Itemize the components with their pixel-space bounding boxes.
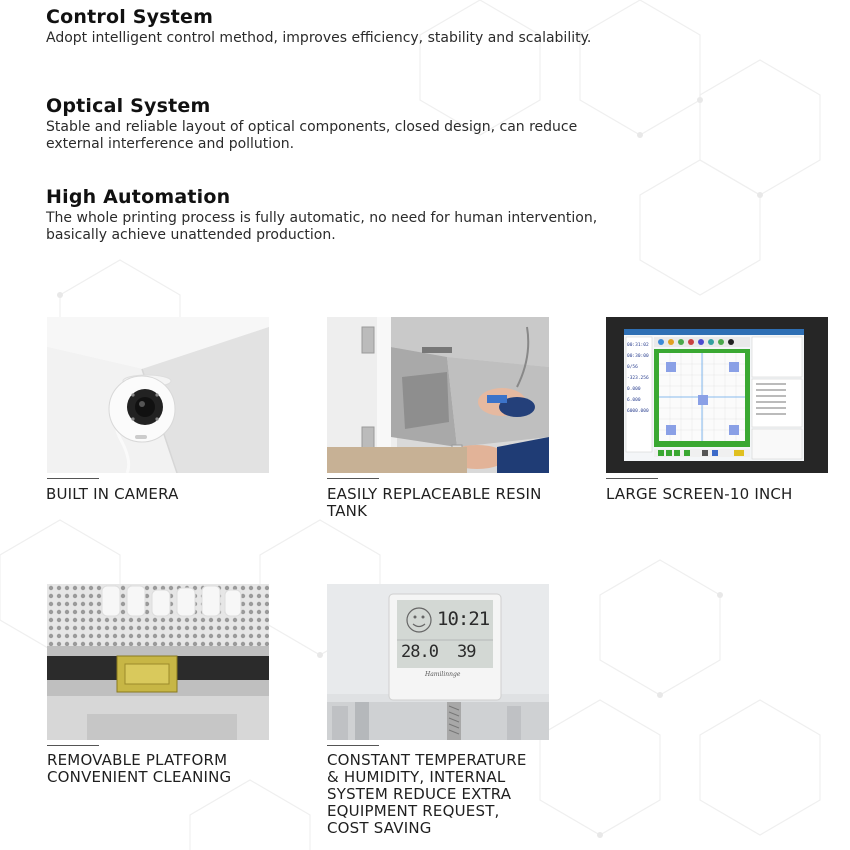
caption-divider bbox=[47, 478, 99, 479]
section-body: Stable and reliable layout of optical components, closed design, can reduce external interference and pollution. bbox=[46, 119, 578, 152]
screen-readout: -323.256 bbox=[627, 376, 649, 381]
section-title: High Automation bbox=[46, 186, 231, 208]
caption-divider bbox=[327, 478, 379, 479]
section-body: The whole printing process is fully automatic, no need for human intervention, basically achieve unattended production. bbox=[46, 210, 598, 243]
screen-readout: 00:31:02 bbox=[627, 343, 649, 348]
feature-caption: REMOVABLE PLATFORM CONVENIENT CLEANING bbox=[47, 751, 232, 786]
resin-tank-photo bbox=[327, 317, 549, 473]
camera-photo bbox=[47, 317, 269, 473]
hygrometer-temperature: 28.0 bbox=[401, 642, 438, 662]
section-title: Optical System bbox=[46, 95, 211, 117]
thermo-hygrometer-photo bbox=[327, 584, 549, 740]
section-body: Adopt intelligent control method, improves efficiency, stability and scalability. bbox=[46, 30, 592, 46]
section-high-automation bbox=[46, 186, 686, 244]
screen-readout: 0.000 bbox=[627, 387, 641, 392]
feature-caption: CONSTANT TEMPERATURE & HUMIDITY, INTERNAL SYSTEM REDUCE EXTRA EQUIPMENT REQUEST, COST SAVING bbox=[327, 751, 527, 837]
hygrometer-humidity: 39 bbox=[457, 642, 476, 662]
feature-caption: BUILT IN CAMERA bbox=[46, 485, 179, 503]
section-title: Control System bbox=[46, 6, 214, 28]
screen-readouts bbox=[627, 340, 652, 417]
screen-readout: 0/56 bbox=[627, 365, 638, 370]
feature-caption: LARGE SCREEN-10 INCH bbox=[606, 485, 793, 503]
screen-readout: 6.000 bbox=[627, 398, 641, 403]
caption-divider bbox=[606, 478, 658, 479]
screen-readout: 6000.000 bbox=[627, 409, 649, 414]
section-control-system bbox=[46, 6, 686, 47]
caption-divider bbox=[327, 745, 379, 746]
hygrometer-time: 10:21 bbox=[437, 608, 490, 630]
platform-photo bbox=[47, 584, 269, 740]
caption-divider bbox=[47, 745, 99, 746]
screen-photo bbox=[606, 317, 828, 473]
section-optical-system bbox=[46, 95, 686, 153]
hygrometer-brand: Hamilinnge bbox=[425, 671, 461, 678]
feature-caption: EASILY REPLACEABLE RESIN TANK bbox=[327, 485, 542, 520]
screen-readout: 00:30:00 bbox=[627, 354, 649, 359]
